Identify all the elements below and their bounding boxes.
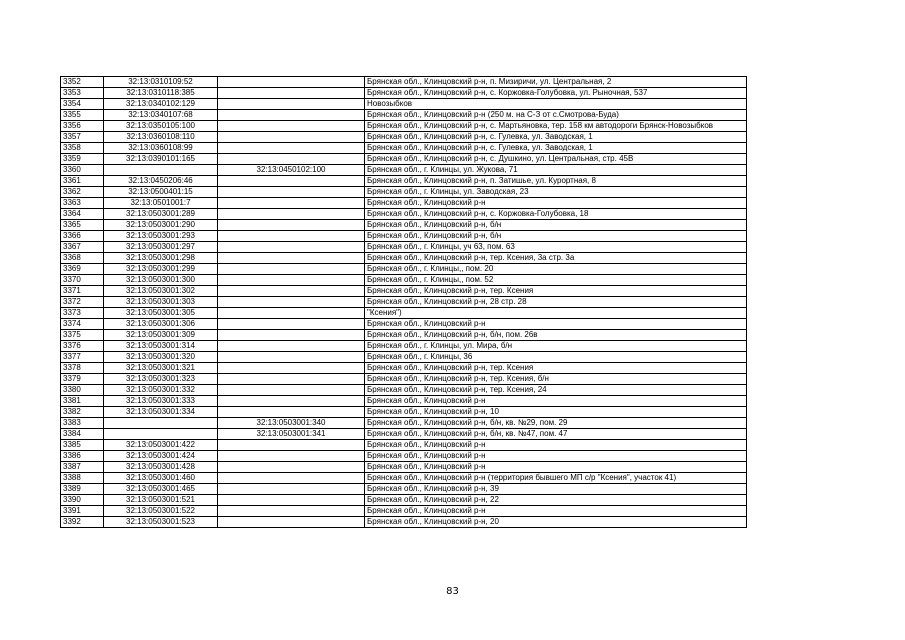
address-cell: Брянская обл., Клинцовский р-н, с. Душкино, ул. Центральная, стр. 45В xyxy=(365,154,747,165)
row-number-cell: 3389 xyxy=(61,484,104,495)
row-number-cell: 3370 xyxy=(61,275,104,286)
address-cell: Брянская обл., Клинцовский р-н, тер. Ксения, б/н xyxy=(365,374,747,385)
cadastral-number-alt-cell xyxy=(218,275,365,286)
cadastral-number-cell: 32:13:0503001:309 xyxy=(104,330,218,341)
table-row xyxy=(61,363,747,374)
address-cell: Брянская обл., Клинцовский р-н xyxy=(365,451,747,462)
row-number-cell: 3387 xyxy=(61,462,104,473)
address-cell: Брянская обл., Клинцовский р-н, б/н xyxy=(365,231,747,242)
cadastral-number-alt-cell xyxy=(218,396,365,407)
address-cell: Брянская обл., Клинцовский р-н, 39 xyxy=(365,484,747,495)
table-row xyxy=(61,462,747,473)
cadastral-number-alt-cell xyxy=(218,517,365,528)
cadastral-number-cell: 32:13:0503001:522 xyxy=(104,506,218,517)
cadastral-number-cell xyxy=(104,165,218,176)
table-row xyxy=(61,121,747,132)
cadastral-number-alt-cell: 32:13:0503001:340 xyxy=(218,418,365,429)
cadastral-number-alt-cell xyxy=(218,462,365,473)
row-number-cell: 3374 xyxy=(61,319,104,330)
table-row xyxy=(61,330,747,341)
table-row xyxy=(61,297,747,308)
row-number-cell: 3365 xyxy=(61,220,104,231)
row-number-cell: 3392 xyxy=(61,517,104,528)
address-cell: Брянская обл., Клинцовский р-н (250 м. на С-З от с.Смотрова-Буда) xyxy=(365,110,747,121)
cadastral-number-alt-cell xyxy=(218,330,365,341)
cadastral-number-alt-cell xyxy=(218,187,365,198)
row-number-cell: 3366 xyxy=(61,231,104,242)
row-number-cell: 3358 xyxy=(61,143,104,154)
cadastral-number-cell: 32:13:0503001:323 xyxy=(104,374,218,385)
property-table xyxy=(60,76,747,528)
cadastral-number-cell: 32:13:0350105:100 xyxy=(104,121,218,132)
row-number-cell: 3368 xyxy=(61,253,104,264)
cadastral-number-alt-cell xyxy=(218,440,365,451)
cadastral-number-alt-cell xyxy=(218,198,365,209)
cadastral-number-alt-cell xyxy=(218,231,365,242)
table-row xyxy=(61,352,747,363)
cadastral-number-alt-cell xyxy=(218,264,365,275)
address-cell: Брянская обл., Клинцовский р-н, б/н, кв. №47, пом. 47 xyxy=(365,429,747,440)
address-cell: Брянская обл., Клинцовский р-н, тер. Ксения, 3а стр. 3а xyxy=(365,253,747,264)
cadastral-number-cell xyxy=(104,418,218,429)
cadastral-number-cell: 32:13:0503001:314 xyxy=(104,341,218,352)
table-row xyxy=(61,506,747,517)
table-row xyxy=(61,275,747,286)
cadastral-number-cell: 32:13:0501001:7 xyxy=(104,198,218,209)
cadastral-number-alt-cell xyxy=(218,451,365,462)
cadastral-number-cell: 32:13:0503001:320 xyxy=(104,352,218,363)
cadastral-number-cell: 32:13:0503001:424 xyxy=(104,451,218,462)
address-cell: Брянская обл., Клинцовский р-н, с. Коржовка-Голубовка, ул. Рыночная, 537 xyxy=(365,88,747,99)
row-number-cell: 3383 xyxy=(61,418,104,429)
row-number-cell: 3378 xyxy=(61,363,104,374)
table-row xyxy=(61,231,747,242)
cadastral-number-alt-cell xyxy=(218,253,365,264)
table-row xyxy=(61,110,747,121)
row-number-cell: 3386 xyxy=(61,451,104,462)
table-row xyxy=(61,440,747,451)
row-number-cell: 3367 xyxy=(61,242,104,253)
row-number-cell: 3359 xyxy=(61,154,104,165)
address-cell: Брянская обл., г. Клинцы,, пом. 52 xyxy=(365,275,747,286)
row-number-cell: 3352 xyxy=(61,77,104,88)
cadastral-number-cell: 32:13:0503001:523 xyxy=(104,517,218,528)
row-number-cell: 3354 xyxy=(61,99,104,110)
cadastral-number-cell: 32:13:0503001:300 xyxy=(104,275,218,286)
row-number-cell: 3375 xyxy=(61,330,104,341)
address-cell: Брянская обл., Клинцовский р-н, тер. Ксения, 24 xyxy=(365,385,747,396)
table-row xyxy=(61,407,747,418)
cadastral-number-alt-cell xyxy=(218,473,365,484)
table-row xyxy=(61,253,747,264)
address-cell: Брянская обл., Клинцовский р-н, с. Мартьяновка, тер. 158 км автодороги Брянск-Новозыбков xyxy=(365,121,747,132)
cadastral-number-alt-cell xyxy=(218,88,365,99)
row-number-cell: 3390 xyxy=(61,495,104,506)
address-cell: Брянская обл., Клинцовский р-н, 22 xyxy=(365,495,747,506)
address-cell: Брянская обл., Клинцовский р-н, б/н, пом. 26в xyxy=(365,330,747,341)
row-number-cell: 3353 xyxy=(61,88,104,99)
address-cell: Брянская обл., Клинцовский р-н, тер. Ксения xyxy=(365,286,747,297)
address-cell: Брянская обл., Клинцовский р-н, п. Мизиричи, ул. Центральная, 2 xyxy=(365,77,747,88)
cadastral-number-cell: 32:13:0503001:299 xyxy=(104,264,218,275)
address-cell: Брянская обл., Клинцовский р-н, 20 xyxy=(365,517,747,528)
cadastral-number-cell: 32:13:0340102:129 xyxy=(104,99,218,110)
row-number-cell: 3361 xyxy=(61,176,104,187)
table-row xyxy=(61,209,747,220)
address-cell: Брянская обл., г. Клинцы,, пом. 20 xyxy=(365,264,747,275)
cadastral-number-cell: 32:13:0503001:333 xyxy=(104,396,218,407)
cadastral-number-alt-cell xyxy=(218,363,365,374)
address-cell: Брянская обл., г. Клинцы, ул. Жукова, 71 xyxy=(365,165,747,176)
cadastral-number-cell: 32:13:0503001:297 xyxy=(104,242,218,253)
table-row xyxy=(61,319,747,330)
cadastral-number-cell: 32:13:0503001:298 xyxy=(104,253,218,264)
cadastral-number-cell: 32:13:0310109:52 xyxy=(104,77,218,88)
cadastral-number-cell: 32:13:0503001:289 xyxy=(104,209,218,220)
row-number-cell: 3381 xyxy=(61,396,104,407)
cadastral-number-alt-cell xyxy=(218,209,365,220)
table-row xyxy=(61,517,747,528)
row-number-cell: 3364 xyxy=(61,209,104,220)
cadastral-number-cell: 32:13:0503001:334 xyxy=(104,407,218,418)
row-number-cell: 3377 xyxy=(61,352,104,363)
address-cell: Брянская обл., г. Клинцы, ул. Заводская, 23 xyxy=(365,187,747,198)
cadastral-number-alt-cell xyxy=(218,77,365,88)
cadastral-number-cell: 32:13:0503001:321 xyxy=(104,363,218,374)
cadastral-number-cell: 32:13:0503001:428 xyxy=(104,462,218,473)
table-row xyxy=(61,132,747,143)
address-cell: Брянская обл., Клинцовский р-н, 10 xyxy=(365,407,747,418)
row-number-cell: 3382 xyxy=(61,407,104,418)
table-row xyxy=(61,495,747,506)
cadastral-number-cell: 32:13:0503001:303 xyxy=(104,297,218,308)
cadastral-number-cell: 32:13:0450206:46 xyxy=(104,176,218,187)
address-cell: Брянская обл., Клинцовский р-н xyxy=(365,462,747,473)
cadastral-number-alt-cell: 32:13:0450102:100 xyxy=(218,165,365,176)
address-cell: Брянская обл., Клинцовский р-н, п. Затишье, ул. Курортная, 8 xyxy=(365,176,747,187)
cadastral-number-cell: 32:13:0340107:68 xyxy=(104,110,218,121)
address-cell: Брянская обл., Клинцовский р-н xyxy=(365,440,747,451)
table-row xyxy=(61,473,747,484)
cadastral-number-alt-cell xyxy=(218,110,365,121)
table-row xyxy=(61,396,747,407)
cadastral-number-cell: 32:13:0390101:165 xyxy=(104,154,218,165)
row-number-cell: 3357 xyxy=(61,132,104,143)
row-number-cell: 3380 xyxy=(61,385,104,396)
cadastral-number-cell: 32:13:0310118:385 xyxy=(104,88,218,99)
cadastral-number-cell: 32:13:0503001:465 xyxy=(104,484,218,495)
table-row xyxy=(61,220,747,231)
row-number-cell: 3371 xyxy=(61,286,104,297)
property-table-body xyxy=(61,77,747,528)
cadastral-number-alt-cell xyxy=(218,176,365,187)
address-cell: Брянская обл., Клинцовский р-н xyxy=(365,319,747,330)
table-row xyxy=(61,374,747,385)
cadastral-number-alt-cell xyxy=(218,319,365,330)
row-number-cell: 3388 xyxy=(61,473,104,484)
cadastral-number-cell: 32:13:0503001:305 xyxy=(104,308,218,319)
cadastral-number-cell: 32:13:0503001:460 xyxy=(104,473,218,484)
table-row xyxy=(61,418,747,429)
table-row xyxy=(61,198,747,209)
cadastral-number-cell: 32:13:0360108:99 xyxy=(104,143,218,154)
table-row xyxy=(61,341,747,352)
cadastral-number-alt-cell xyxy=(218,143,365,154)
row-number-cell: 3356 xyxy=(61,121,104,132)
cadastral-number-cell: 32:13:0503001:290 xyxy=(104,220,218,231)
row-number-cell: 3376 xyxy=(61,341,104,352)
row-number-cell: 3384 xyxy=(61,429,104,440)
row-number-cell: 3362 xyxy=(61,187,104,198)
address-cell: Брянская обл., г. Клинцы, уч 63, пом. 63 xyxy=(365,242,747,253)
row-number-cell: 3360 xyxy=(61,165,104,176)
cadastral-number-cell xyxy=(104,429,218,440)
table-row xyxy=(61,484,747,495)
cadastral-number-alt-cell xyxy=(218,506,365,517)
address-cell: Брянская обл., Клинцовский р-н, б/н xyxy=(365,220,747,231)
table-row xyxy=(61,165,747,176)
address-cell: Брянская обл., г. Клинцы, ул. Мира, б/н xyxy=(365,341,747,352)
cadastral-number-alt-cell xyxy=(218,220,365,231)
cadastral-number-alt-cell xyxy=(218,352,365,363)
cadastral-number-cell: 32:13:0503001:293 xyxy=(104,231,218,242)
cadastral-number-alt-cell xyxy=(218,121,365,132)
table-row xyxy=(61,242,747,253)
address-cell: Брянская обл., Клинцовский р-н (территория бывшего МП с/р "Ксения", участок 41) xyxy=(365,473,747,484)
cadastral-number-alt-cell xyxy=(218,484,365,495)
table-row xyxy=(61,451,747,462)
address-cell: Брянская обл., Клинцовский р-н, 28 стр. 28 xyxy=(365,297,747,308)
table-row xyxy=(61,187,747,198)
address-cell: Брянская обл., Клинцовский р-н, тер. Ксения xyxy=(365,363,747,374)
address-cell: Брянская обл., Клинцовский р-н xyxy=(365,506,747,517)
row-number-cell: 3385 xyxy=(61,440,104,451)
table-row xyxy=(61,429,747,440)
row-number-cell: 3373 xyxy=(61,308,104,319)
cadastral-number-cell: 32:13:0503001:302 xyxy=(104,286,218,297)
address-cell: "Ксения") xyxy=(365,308,747,319)
table-row xyxy=(61,99,747,110)
cadastral-number-alt-cell xyxy=(218,374,365,385)
address-cell: Брянская обл., Клинцовский р-н, б/н, кв. №29, пом. 29 xyxy=(365,418,747,429)
cadastral-number-cell: 32:13:0500401:15 xyxy=(104,187,218,198)
cadastral-number-cell: 32:13:0503001:332 xyxy=(104,385,218,396)
address-cell: Брянская обл., г. Клинцы, 36 xyxy=(365,352,747,363)
row-number-cell: 3363 xyxy=(61,198,104,209)
cadastral-number-alt-cell xyxy=(218,297,365,308)
cadastral-number-cell: 32:13:0360108:110 xyxy=(104,132,218,143)
address-cell: Новозыбков xyxy=(365,99,747,110)
cadastral-number-alt-cell xyxy=(218,495,365,506)
row-number-cell: 3379 xyxy=(61,374,104,385)
row-number-cell: 3369 xyxy=(61,264,104,275)
address-cell: Брянская обл., Клинцовский р-н, с. Гулевка, ул. Заводская, 1 xyxy=(365,132,747,143)
table-row xyxy=(61,176,747,187)
table-row xyxy=(61,286,747,297)
table-row xyxy=(61,88,747,99)
table-row xyxy=(61,143,747,154)
cadastral-number-alt-cell xyxy=(218,154,365,165)
address-cell: Брянская обл., Клинцовский р-н, с. Гулевка, ул. Заводская, 1 xyxy=(365,143,747,154)
cadastral-number-alt-cell: 32:13:0503001:341 xyxy=(218,429,365,440)
page-number: 83 xyxy=(446,586,459,597)
row-number-cell: 3391 xyxy=(61,506,104,517)
cadastral-number-alt-cell xyxy=(218,132,365,143)
cadastral-number-cell: 32:13:0503001:521 xyxy=(104,495,218,506)
cadastral-number-alt-cell xyxy=(218,407,365,418)
cadastral-number-alt-cell xyxy=(218,99,365,110)
address-cell: Брянская обл., Клинцовский р-н xyxy=(365,198,747,209)
cadastral-number-alt-cell xyxy=(218,286,365,297)
table-row xyxy=(61,77,747,88)
cadastral-number-alt-cell xyxy=(218,385,365,396)
cadastral-number-alt-cell xyxy=(218,242,365,253)
row-number-cell: 3355 xyxy=(61,110,104,121)
table-row xyxy=(61,385,747,396)
table-row xyxy=(61,154,747,165)
cadastral-number-alt-cell xyxy=(218,308,365,319)
table-row xyxy=(61,308,747,319)
table-row xyxy=(61,264,747,275)
row-number-cell: 3372 xyxy=(61,297,104,308)
address-cell: Брянская обл., Клинцовский р-н xyxy=(365,396,747,407)
cadastral-number-alt-cell xyxy=(218,341,365,352)
cadastral-number-cell: 32:13:0503001:422 xyxy=(104,440,218,451)
cadastral-number-cell: 32:13:0503001:306 xyxy=(104,319,218,330)
address-cell: Брянская обл., Клинцовский р-н, с. Коржовка-Голубовка, 18 xyxy=(365,209,747,220)
